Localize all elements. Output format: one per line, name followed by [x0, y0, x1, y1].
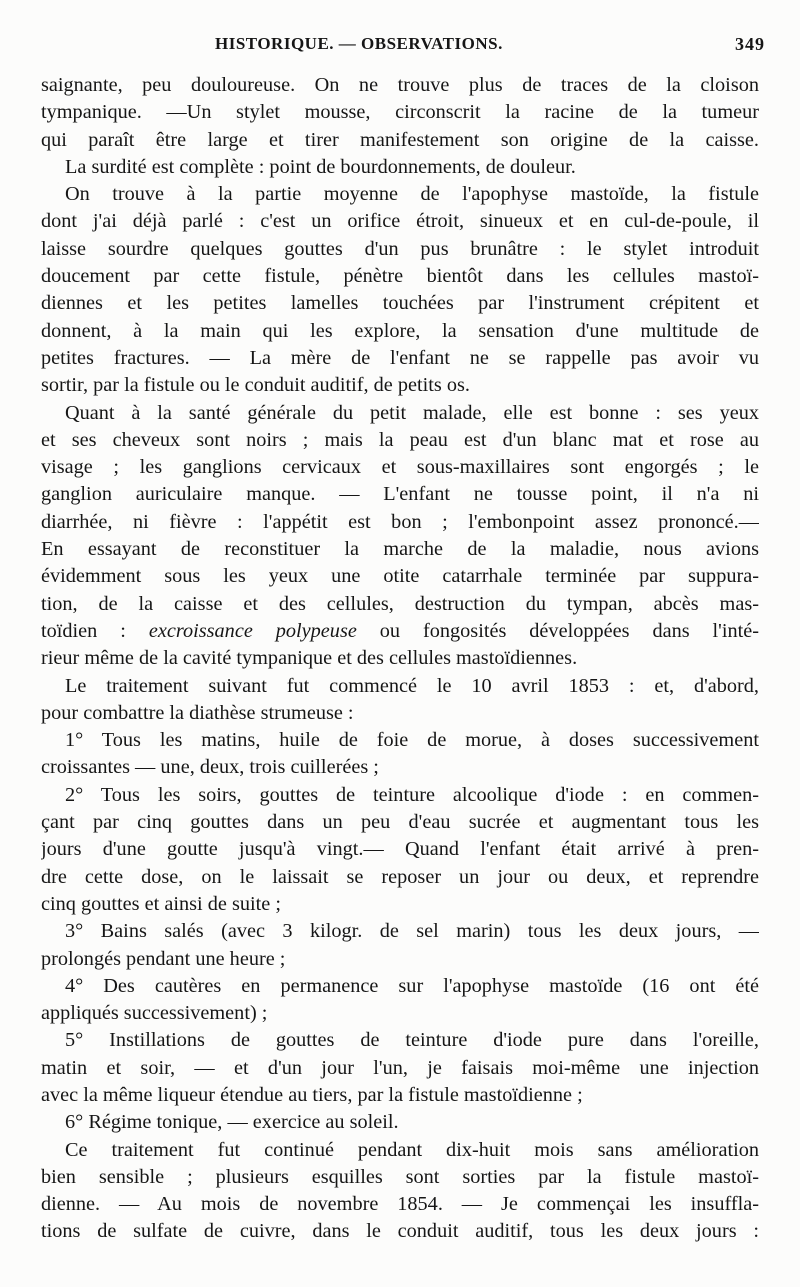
text-line: avec la même liqueur étendue au tiers, par la fistule mastoïdienne ; [41, 1083, 583, 1106]
text-line: jours d'une goutte jusqu'à vingt.— Quand l'enfant était arrivé à pren- [41, 838, 759, 861]
text-segment: toïdien : [41, 619, 126, 642]
page-number: 349 [735, 34, 765, 54]
text-line: cinq gouttes et ainsi de suite ; [41, 892, 281, 915]
paragraph-start-line: La surdité est complète : point de bourdonnements, de douleur. [65, 155, 576, 178]
paragraph-start-line: On trouve à la partie moyenne de l'apophyse mastoïde, la fistule [65, 183, 759, 206]
text-line: pour combattre la diathèse strumeuse : [41, 701, 354, 724]
list-item-2: 2° Tous les soirs, gouttes de teinture alcoolique d'iode : en commen- [65, 783, 759, 806]
text-line: rieur même de la cavité tympanique et des cellules mastoïdiennes. [41, 647, 578, 670]
text-line: tions de sulfate de cuivre, dans le conduit auditif, tous les deux jours : [41, 1220, 759, 1243]
text-line: saignante, peu douloureuse. On ne trouve plus de traces de la cloison [41, 74, 759, 96]
text-line: ganglion auriculaire manque. — L'enfant ne tousse point, il n'a ni [41, 483, 759, 506]
text-line: visage ; les ganglions cervicaux et sous-maxillaires sont engorgés ; le [41, 456, 759, 479]
text-line: donnent, à la main qui les explore, la sensation d'une multitude de [41, 319, 759, 342]
paragraph-start-line: Ce traitement fut continué pendant dix-huit mois sans amélioration [65, 1138, 759, 1161]
text-line: petites fractures. — La mère de l'enfant ne se rappelle pas avoir vu [41, 346, 759, 369]
text-line: dienne. — Au mois de novembre 1854. — Je commençai les insuffla- [41, 1193, 759, 1216]
text-line: tion, de la caisse et des cellules, destruction du tympan, abcès mas- [41, 592, 759, 615]
text-line: diarrhée, ni fièvre : l'appétit est bon ; l'embonpoint assez prononcé.— [41, 510, 759, 533]
list-item-6: 6° Régime tonique, — exercice au soleil. [65, 1111, 399, 1134]
text-line: croissantes — une, deux, trois cuillerées ; [41, 756, 379, 779]
page-header [60, 34, 765, 60]
paragraph-start-line: Le traitement suivant fut commencé le 10 avril 1853 : et, d'abord, [65, 674, 759, 697]
text-line: dont j'ai déjà parlé : c'est un orifice étroit, sinueux et en cul-de-poule, il [41, 210, 759, 233]
text-line: çant par cinq gouttes dans un peu d'eau sucrée et augmentant tous les [41, 811, 759, 834]
text-line: prolongés pendant une heure ; [41, 947, 286, 970]
text-segment: ou fongosités développées dans l'inté- [379, 619, 759, 642]
text-line: appliqués successivement) ; [41, 1002, 268, 1025]
text-line: bien sensible ; plusieurs esquilles sont sorties par la fistule mastoï- [41, 1165, 759, 1188]
list-item-1: 1° Tous les matins, huile de foie de morue, à doses successivement [65, 729, 759, 752]
text-line: matin et soir, — et d'un jour l'un, je faisais moi-même une injection [41, 1056, 759, 1079]
text-line: qui paraît être large et tirer manifestement son origine de la caisse. [41, 128, 759, 151]
text-line: laisse sourdre quelques gouttes d'un pus brunâtre : le stylet introduit [41, 237, 759, 260]
text-line: dre cette dose, on le laissait se reposer un jour ou deux, et reprendre [41, 865, 759, 888]
text-line-with-italic [41, 618, 759, 645]
text-line: évidemment sous les yeux une otite catarrhale terminée par suppura- [41, 565, 759, 588]
paragraph-start-line: Quant à la santé générale du petit malade, elle est bonne : ses yeux [65, 401, 759, 424]
text-line: sortir, par la fistule ou le conduit auditif, de petits os. [41, 374, 470, 397]
text-line: diennes et les petites lamelles touchées par l'instrument crépitent et [41, 292, 759, 315]
body-text [41, 72, 759, 1246]
text-line: En essayant de reconstituer la marche de la maladie, nous avions [41, 538, 759, 561]
italic-phrase: excroissance polypeuse [148, 619, 357, 642]
list-item-3: 3° Bains salés (avec 3 kilogr. de sel marin) tous les deux jours, — [65, 920, 759, 943]
text-line: et ses cheveux sont noirs ; mais la peau est d'un blanc mat et rose au [41, 428, 759, 451]
text-line: tympanique. —Un stylet mousse, circonscrit la racine de la tumeur [41, 101, 759, 124]
list-item-5: 5° Instillations de gouttes de teinture d'iode pure dans l'oreille, [65, 1029, 759, 1052]
running-title: HISTORIQUE. — OBSERVATIONS. [215, 34, 503, 53]
list-item-4: 4° Des cautères en permanence sur l'apophyse mastoïde (16 ont été [65, 974, 759, 997]
text-line: doucement par cette fistule, pénètre bientôt dans les cellules mastoï- [41, 265, 759, 288]
